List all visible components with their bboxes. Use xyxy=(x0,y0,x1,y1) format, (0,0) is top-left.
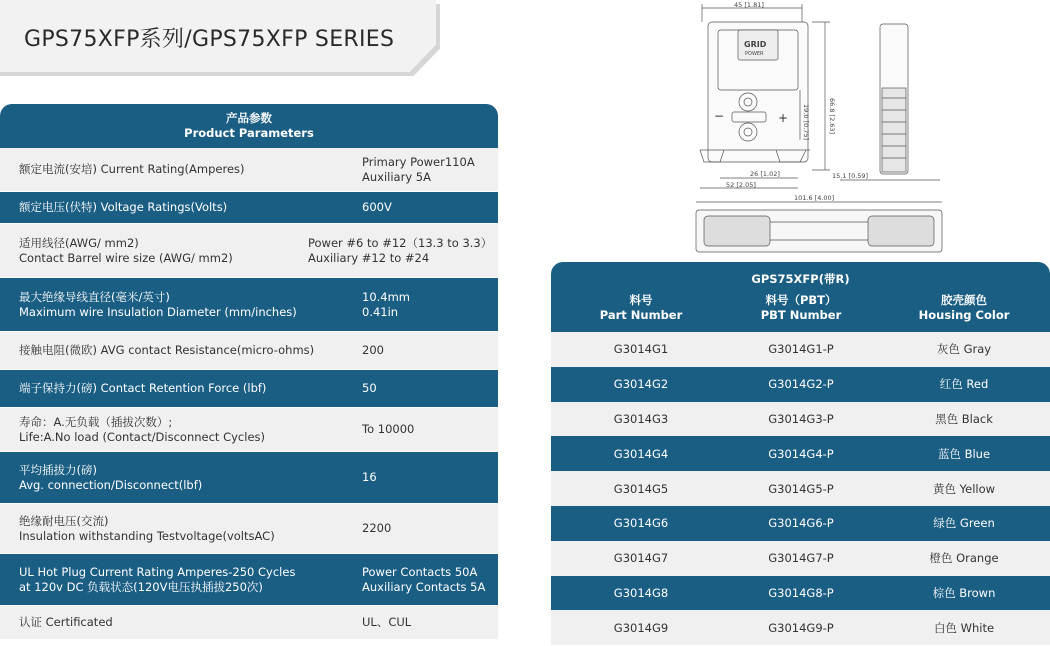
param-label xyxy=(19,514,275,544)
param-value-line: UL、CUL xyxy=(362,615,412,629)
param-value xyxy=(362,155,475,185)
dim-top-label: 45 [1.81] xyxy=(734,1,764,9)
pbt-number-cell: G3014G3-P xyxy=(768,411,834,426)
param-label-line: at 120v DC 负载状态(120V电压执插拔250次) xyxy=(19,579,263,594)
param-value-line: 10.4mm xyxy=(362,289,411,304)
part-number-cell: G3014G9 xyxy=(613,620,669,635)
param-label xyxy=(19,200,227,215)
param-label-line: Insulation withstanding Testvoltage(voltsAC) xyxy=(19,528,275,543)
param-label-line: 平均插拔力(磅) xyxy=(19,462,97,477)
part-row xyxy=(551,436,1050,471)
pbt-number-cell: G3014G9-P xyxy=(768,620,834,635)
part-number-table xyxy=(551,262,1050,645)
pbt-number-cell: G3014G8-P xyxy=(768,585,834,600)
col-housing-color-en: Housing Color xyxy=(918,308,1010,322)
param-value xyxy=(362,290,410,320)
param-row xyxy=(0,192,498,224)
dim-52-label: 52 [2.05] xyxy=(726,181,756,189)
part-number-cell: G3014G7 xyxy=(613,551,669,566)
product-parameters-table xyxy=(0,104,498,640)
part-number-cell: G3014G2 xyxy=(613,377,669,392)
col-pbt-number xyxy=(751,293,851,323)
housing-color-cell: 白色 White xyxy=(933,620,995,635)
part-table-header xyxy=(551,262,1050,332)
param-label-line: Maximum wire Insulation Diameter (mm/inches) xyxy=(19,304,297,319)
param-label-line: 最大绝缘导线直径(毫米/英寸) xyxy=(19,289,170,304)
part-row xyxy=(551,332,1050,367)
grid-logo-sub: POWER xyxy=(745,51,764,57)
part-number-cell: G3014G1 xyxy=(613,342,669,357)
grid-logo: GRID xyxy=(744,40,767,49)
col-housing-color-cn: 胶壳颜色 xyxy=(941,293,987,307)
param-label-line: Life:A.No load (Contact/Disconnect Cycles) xyxy=(19,429,265,444)
col-housing-color xyxy=(914,293,1014,323)
param-value xyxy=(362,565,485,595)
param-label-line: 认证 Certificated xyxy=(19,615,113,629)
housing-color-cell: 红色 Red xyxy=(939,377,989,392)
param-label-line: UL Hot Plug Current Rating Amperes-250 Cycles xyxy=(19,564,296,579)
connector-drawing xyxy=(690,0,950,258)
param-row xyxy=(0,554,498,606)
param-label-line: 适用线径(AWG/ mm2) xyxy=(19,235,139,250)
param-value xyxy=(362,470,377,485)
housing-color-cell: 橙色 Orange xyxy=(929,551,999,566)
param-label-line: Contact Barrel wire size (AWG/ mm2) xyxy=(19,250,233,265)
dim-height-label: 66.8 [2.63] xyxy=(828,98,836,135)
param-value xyxy=(362,521,391,536)
param-label-line: Avg. connection/Disconnect(lbf) xyxy=(19,477,203,492)
param-value-line: To 10000 xyxy=(362,422,415,436)
param-row xyxy=(0,452,498,504)
part-row xyxy=(551,576,1050,611)
param-value xyxy=(362,381,377,396)
param-value-line: 2200 xyxy=(362,521,392,535)
minus-symbol: − xyxy=(714,109,725,123)
param-row xyxy=(0,504,498,554)
col-part-number xyxy=(591,293,691,323)
part-row xyxy=(551,506,1050,541)
param-value-line: Primary Power110A xyxy=(362,154,475,169)
part-number-cell: G3014G6 xyxy=(613,516,669,531)
col-part-number-cn: 料号 xyxy=(629,293,653,307)
param-row xyxy=(0,224,498,278)
param-value-line: 600V xyxy=(362,200,392,214)
param-label-line: 额定电压(伏特) Voltage Ratings(Volts) xyxy=(19,200,228,214)
pbt-number-cell: G3014G6-P xyxy=(768,516,834,531)
dim-26-label: 26 [1.02] xyxy=(750,170,780,178)
param-table-header xyxy=(0,104,498,148)
dim-side-label: 15.1 [0.59] xyxy=(832,172,869,180)
param-label xyxy=(19,565,295,595)
housing-color-cell: 黑色 Black xyxy=(935,411,993,426)
param-label-line: 绝缘耐电压(交流) xyxy=(19,513,109,528)
part-number-cell: G3014G8 xyxy=(613,585,669,600)
param-label xyxy=(19,615,113,630)
housing-color-cell: 蓝色 Blue xyxy=(937,446,991,461)
param-row xyxy=(0,148,498,192)
pbt-number-cell: G3014G5-P xyxy=(768,481,834,496)
param-value-line: Auxiliary 5A xyxy=(362,169,431,184)
param-value-line: 0.41in xyxy=(362,304,399,319)
param-label xyxy=(19,162,245,177)
part-number-cell: G3014G3 xyxy=(613,411,669,426)
param-label xyxy=(19,381,266,396)
housing-color-cell: 黄色 Yellow xyxy=(932,481,996,496)
param-value-line: Auxiliary Contacts 5A xyxy=(362,579,486,594)
param-label xyxy=(19,415,265,445)
part-row xyxy=(551,541,1050,576)
param-value xyxy=(362,200,392,215)
param-label-line: 额定电流(安培) Current Rating(Amperes) xyxy=(19,162,245,176)
pbt-number-cell: G3014G4-P xyxy=(768,446,834,461)
param-label-line: 接触电阻(微欧) AVG contact Resistance(micro-ohms) xyxy=(19,343,315,357)
param-label xyxy=(19,463,202,493)
param-header-cn: 产品参数 xyxy=(226,111,272,125)
param-value xyxy=(362,615,411,630)
housing-color-cell: 棕色 Brown xyxy=(932,585,996,600)
plus-symbol: + xyxy=(778,111,789,125)
dim-inner-label: 19.0 [0.75] xyxy=(802,104,810,141)
part-number-cell: G3014G4 xyxy=(613,446,669,461)
param-row xyxy=(0,408,498,452)
part-row xyxy=(551,367,1050,402)
param-value-line: 50 xyxy=(362,381,377,395)
param-row xyxy=(0,278,498,332)
part-row xyxy=(551,402,1050,437)
col-pbt-number-en: PBT Number xyxy=(760,308,842,322)
param-label-line: 端子保持力(磅) Contact Retention Force (lbf) xyxy=(19,381,267,395)
param-value-line: Power #6 to #12（13.3 to 3.3） xyxy=(308,235,493,250)
param-row xyxy=(0,370,498,408)
param-value-line: 200 xyxy=(362,343,384,357)
col-pbt-number-cn: 料号（PBT） xyxy=(765,293,837,307)
pbt-number-cell: G3014G1-P xyxy=(768,342,834,357)
part-row xyxy=(551,610,1050,645)
param-label xyxy=(19,343,314,358)
param-row xyxy=(0,606,498,640)
param-label xyxy=(19,236,233,266)
param-header-en: Product Parameters xyxy=(184,126,314,140)
part-number-cell: G3014G5 xyxy=(613,481,669,496)
pbt-number-cell: G3014G7-P xyxy=(768,551,834,566)
housing-color-cell: 灰色 Gray xyxy=(936,342,992,357)
param-value xyxy=(362,343,384,358)
col-part-number-en: Part Number xyxy=(599,308,683,322)
param-value xyxy=(362,422,414,437)
param-label-line: 寿命：A.无负载（插拔次数）; xyxy=(19,414,173,429)
page-title: GPS75XFP系列/GPS75XFP SERIES xyxy=(24,27,395,52)
pbt-number-cell: G3014G2-P xyxy=(768,377,834,392)
param-row xyxy=(0,332,498,370)
housing-color-cell: 绿色 Green xyxy=(933,516,995,531)
part-row xyxy=(551,471,1050,506)
dim-total-label: 101.6 [4.00] xyxy=(794,194,835,202)
param-value-line: Auxiliary #12 to #24 xyxy=(308,250,430,265)
param-label xyxy=(19,290,297,320)
param-value-line: 16 xyxy=(362,470,377,484)
param-value-line: Power Contacts 50A xyxy=(362,564,478,579)
series-title: GPS75XFP(带R) xyxy=(751,272,850,286)
param-value xyxy=(308,236,492,266)
